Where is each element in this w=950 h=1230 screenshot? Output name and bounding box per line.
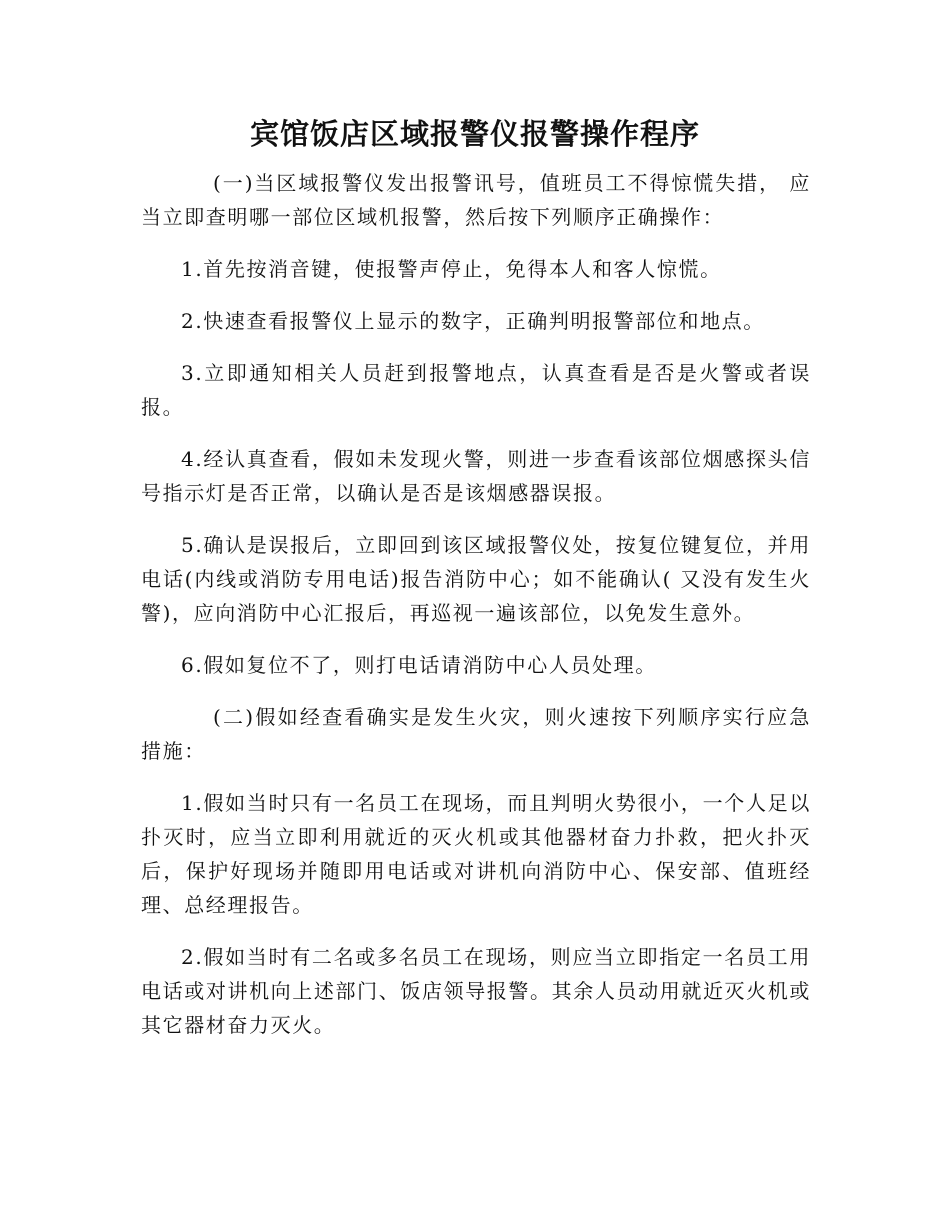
step-1-3: 3.立即通知相关人员赶到报警地点，认真查看是否是火警或者误报。 [141, 361, 811, 419]
step-1-6: 6.假如复位不了，则打电话请消防中心人员处理。 [181, 653, 657, 677]
step-2-2: 2.假如当时有二名或多名员工在现场，则应当立即指定一名员工用电话或对讲机向上述部门、饭店领导报警。其余人员动用就近灭火机或其它器材奋力灭火。 [141, 945, 811, 1037]
section-1-intro: (一)当区域报警仪发出报警讯号，值班员工不得惊慌失措， 应当立即查明哪一部位区域机报警，然后按下列顺序正确操作： [141, 171, 811, 229]
step-2-1: 1.假如当时只有一名员工在现场，而且判明火势很小，一个人足以扑灭时，应当立即利用就近的灭火机或其他器材奋力扑救，把火扑灭后，保护好现场并随即用电话或对讲机向消防中心、保安部、值班经理、总经理报告。 [141, 791, 811, 917]
step-1-4: 4.经认真查看，假如未发现火警，则进一步查看该部位烟感探头信号指示灯是否正常，以确认是否是该烟感器误报。 [141, 447, 811, 505]
step-1-1: 1.首先按消音键，使报警声停止，免得本人和客人惊慌。 [181, 257, 722, 281]
document-body [141, 166, 811, 1060]
step-1-2: 2.快速查看报警仪上显示的数字，正确判明报警部位和地点。 [181, 309, 765, 333]
step-1-5: 5.确认是误报后，立即回到该区域报警仪处，按复位键复位，并用电话(内线或消防专用电话)报告消防中心；如不能确认( 又没有发生火警)，应向消防中心汇报后，再巡视一遍该部位，以免发生意外。 [141, 533, 811, 625]
document-title: 宾馆饭店区域报警仪报警操作程序 [249, 117, 700, 151]
section-2-intro: (二)假如经查看确实是发生火灾，则火速按下列顺序实行应急措施： [141, 705, 811, 763]
